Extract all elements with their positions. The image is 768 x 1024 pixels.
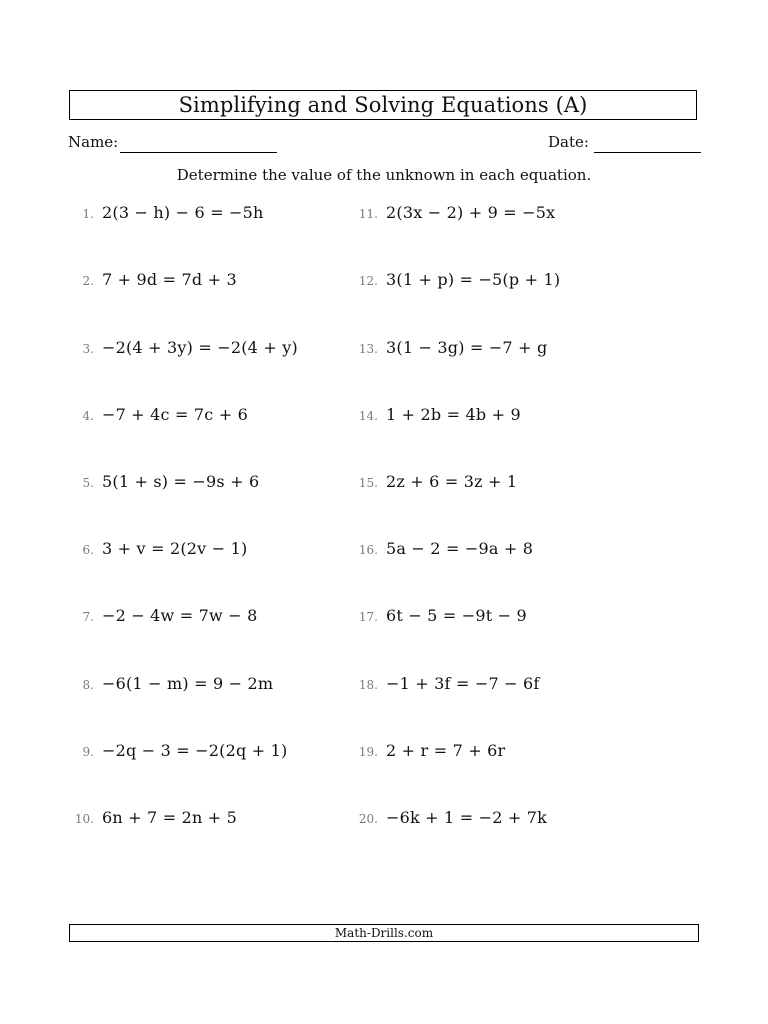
name-label: Name:: [68, 133, 119, 151]
problem-number: 1.: [82, 207, 94, 221]
problem-equation: −2q − 3 = −2(2q + 1): [102, 741, 288, 760]
problem-equation: 5a − 2 = −9a + 8: [386, 539, 534, 558]
problem-item: [66, 405, 248, 427]
problem-number: 16.: [358, 543, 378, 557]
problem-equation: 5(1 + s) = −9s + 6: [102, 472, 260, 491]
instructions: Determine the value of the unknown in each equation.: [176, 166, 592, 184]
problem-item: [66, 270, 237, 292]
date-field-line[interactable]: [594, 152, 701, 153]
problem-number: 13.: [358, 342, 378, 356]
problem-number: 4.: [82, 409, 94, 423]
page-title: Simplifying and Solving Equations (A): [178, 92, 588, 117]
problem-number: 3.: [82, 342, 94, 356]
problem-equation: 3(1 − 3g) = −7 + g: [386, 338, 548, 357]
problem-number: 5.: [82, 476, 94, 490]
problem-item: [350, 606, 527, 628]
problem-equation: 6n + 7 = 2n + 5: [102, 808, 238, 827]
problem-equation: 1 + 2b = 4b + 9: [386, 405, 521, 424]
problem-equation: 2(3x − 2) + 9 = −5x: [386, 203, 556, 222]
problem-item: [350, 338, 547, 360]
problem-number: 7.: [82, 610, 94, 624]
problem-equation: −2(4 + 3y) = −2(4 + y): [102, 338, 298, 357]
problem-equation: 2(3 − h) − 6 = −5h: [102, 203, 264, 222]
problem-number: 10.: [74, 812, 94, 826]
problem-number: 19.: [358, 745, 378, 759]
problem-item: [350, 472, 517, 494]
date-label: Date:: [548, 133, 589, 151]
problem-equation: 6t − 5 = −9t − 9: [386, 606, 527, 625]
problem-item: [66, 472, 259, 494]
problem-item: [350, 741, 505, 763]
problem-number: 15.: [358, 476, 378, 490]
problem-item: [350, 539, 533, 561]
problem-number: 2.: [82, 274, 94, 288]
problem-item: [66, 606, 257, 628]
problem-number: 14.: [358, 409, 378, 423]
footer-source: Math-Drills.com: [334, 926, 434, 940]
problem-item: [66, 203, 264, 225]
footer-box: [69, 924, 699, 942]
problem-item: [66, 539, 247, 561]
problem-number: 8.: [82, 678, 94, 692]
problem-number: 9.: [82, 745, 94, 759]
problem-number: 11.: [358, 207, 378, 221]
title-box: [69, 90, 697, 120]
problem-item: [350, 270, 560, 292]
problem-equation: −6k + 1 = −2 + 7k: [386, 808, 548, 827]
problem-item: [66, 674, 273, 696]
name-field-line[interactable]: [120, 152, 277, 153]
problem-item: [350, 405, 521, 427]
problem-equation: 3 + v = 2(2v − 1): [102, 539, 248, 558]
problem-equation: 3(1 + p) = −5(p + 1): [386, 270, 561, 289]
problem-number: 6.: [82, 543, 94, 557]
problem-equation: 7 + 9d = 7d + 3: [102, 270, 237, 289]
problem-equation: −6(1 − m) = 9 − 2m: [102, 674, 274, 693]
problem-equation: −7 + 4c = 7c + 6: [102, 405, 248, 424]
problem-item: [66, 808, 237, 830]
problem-equation: −2 − 4w = 7w − 8: [102, 606, 258, 625]
problem-number: 18.: [358, 678, 378, 692]
problem-item: [66, 338, 298, 360]
problem-equation: 2 + r = 7 + 6r: [386, 741, 506, 760]
problem-number: 20.: [358, 812, 378, 826]
problem-number: 12.: [358, 274, 378, 288]
problem-item: [66, 741, 287, 763]
problem-number: 17.: [358, 610, 378, 624]
problem-item: [350, 808, 547, 830]
problem-item: [350, 674, 540, 696]
problem-equation: 2z + 6 = 3z + 1: [386, 472, 518, 491]
problem-item: [350, 203, 555, 225]
problem-equation: −1 + 3f = −7 − 6f: [386, 674, 540, 693]
